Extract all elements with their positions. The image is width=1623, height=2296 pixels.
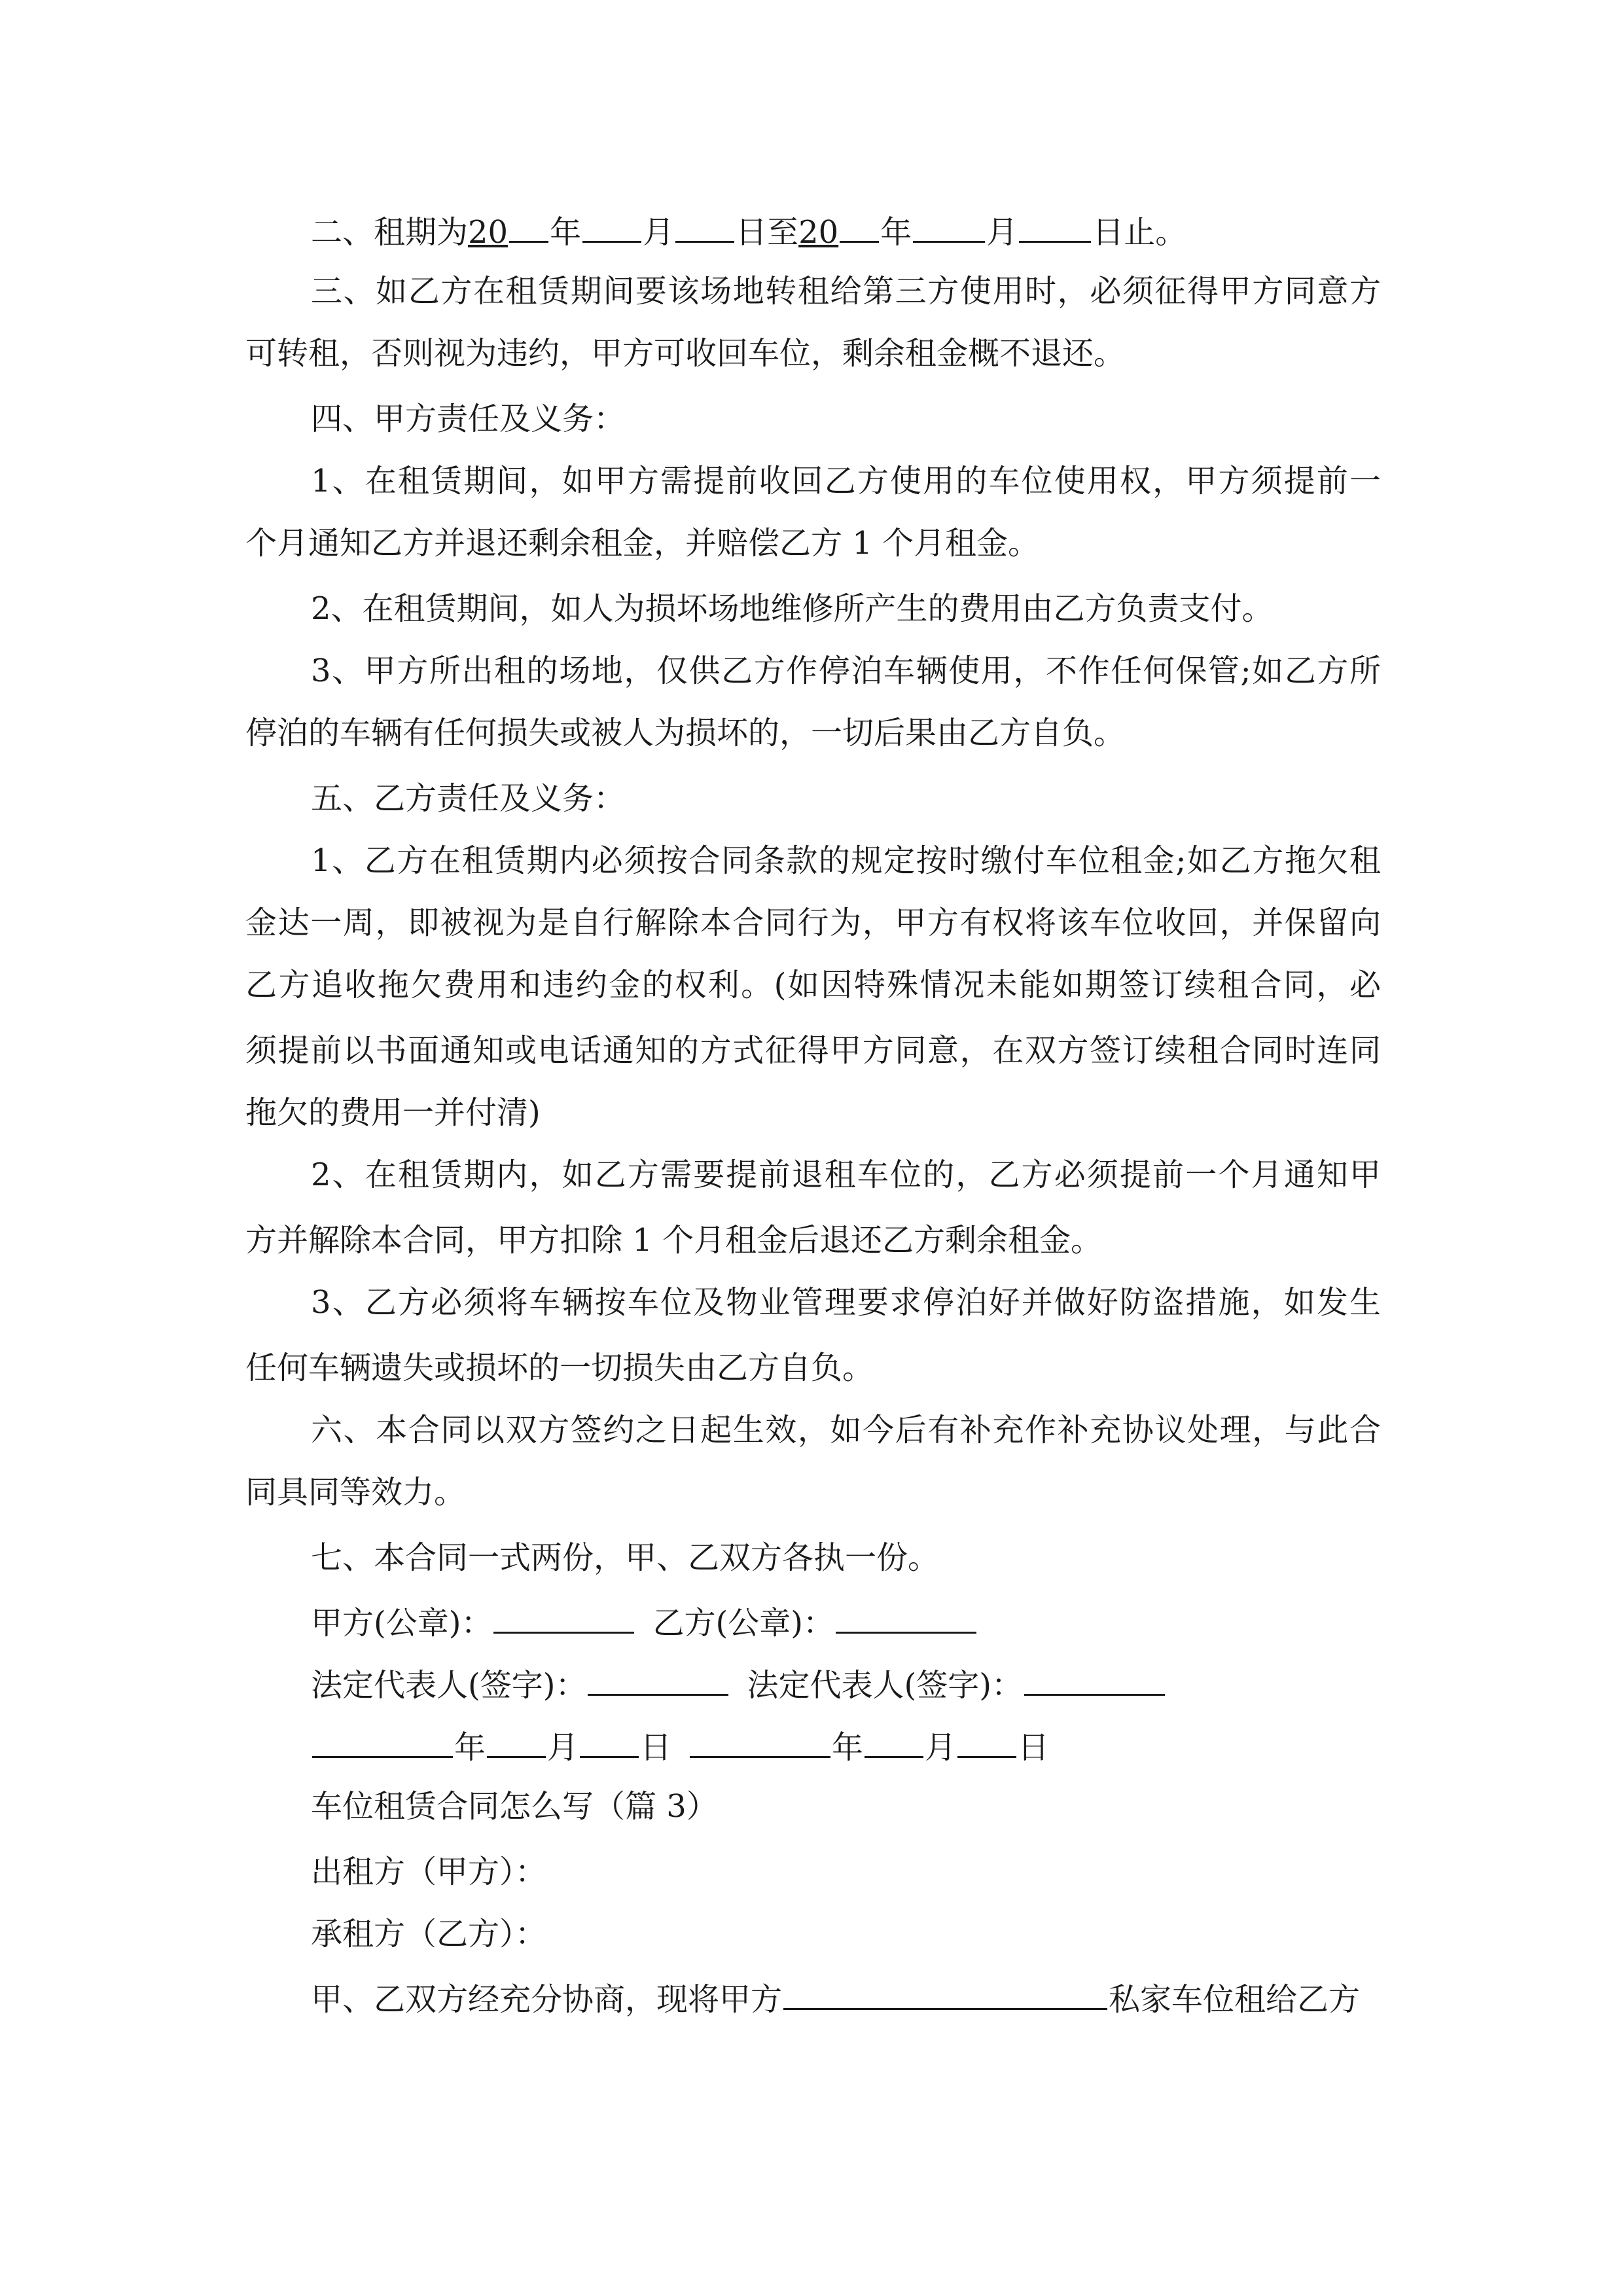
date-a-day-label: 日 — [640, 1729, 672, 1766]
clause-4-heading: 四、甲方责任及义务： — [311, 401, 626, 437]
date-a-year-label: 年 — [454, 1729, 486, 1766]
clause-5-item-1-line-5: 拖欠的费用一并付清) — [245, 1094, 541, 1131]
representative-line — [311, 1662, 1166, 1702]
section-3-title: 车位租赁合同怎么写（篇 3） — [311, 1788, 718, 1825]
clause-7-line-1: 七、本合同一式两份，甲、乙双方各执一份。 — [311, 1539, 940, 1576]
lease-term-label: 二、租期为 — [311, 214, 469, 251]
intro-end: 私家车位租给乙方 — [1109, 1981, 1361, 2018]
date-b-year-blank — [690, 1725, 830, 1758]
clause-3-line-1: 三、如乙方在租赁期间要该场地转租给第三方使用时，必须征得甲方同意方 — [311, 273, 1381, 310]
intro-start: 甲、乙双方经充分协商，现将甲方 — [311, 1981, 783, 2018]
date-line — [311, 1725, 1049, 1764]
clause-4-item-3-line-2: 停泊的车辆有任何损失或被人为损坏的，一切后果由乙方自负。 — [245, 715, 1126, 751]
clause-6-line-1: 六、本合同以双方签约之日起生效，如今后有补充作补充协议处理，与此合 — [311, 1412, 1381, 1448]
rep-b-blank — [1024, 1662, 1165, 1696]
clause-5-item-3-line-1: 3、乙方必须将车辆按车位及物业管理要求停泊好并做好防盗措施，如发生 — [311, 1284, 1381, 1321]
clause-5-heading: 五、乙方责任及义务： — [311, 780, 626, 817]
clause-5-item-2-line-1: 2、在租赁期内，如乙方需要提前退租车位的，乙方必须提前一个月通知甲 — [311, 1157, 1381, 1193]
party-a-seal-label: 甲方(公章)： — [311, 1605, 493, 1641]
date-b-year-label: 年 — [832, 1729, 864, 1766]
end-label: 日止。 — [1092, 214, 1187, 251]
clause-5-item-2-line-2: 方并解除本合同，甲方扣除 1 个月租金后退还乙方剩余租金。 — [245, 1222, 1103, 1259]
party-a-seal-blank — [493, 1600, 634, 1634]
rep-a-label: 法定代表人(签字)： — [311, 1667, 587, 1704]
blank-month-end — [913, 209, 985, 243]
month-label-end: 月 — [986, 214, 1018, 251]
clause-5-item-1-line-4: 须提前以书面通知或电话通知的方式征得甲方同意，在双方签订续租合同时连同 — [245, 1032, 1381, 1069]
day-to-label: 日至 — [736, 214, 799, 251]
date-b-month-label: 月 — [925, 1729, 957, 1766]
clause-5-item-1-line-2: 金达一周，即被视为是自行解除本合同行为，甲方有权将该车位收回，并保留向 — [245, 905, 1381, 941]
party-b-seal-label: 乙方(公章)： — [652, 1605, 834, 1641]
date-b-day-blank — [957, 1725, 1016, 1758]
year-label-start: 年 — [550, 214, 582, 251]
seal-line — [311, 1600, 978, 1640]
month-label-start: 月 — [643, 214, 675, 251]
date-a-year-blank — [312, 1725, 453, 1758]
lessor-label: 出租方（甲方）： — [311, 1854, 547, 1890]
clause-4-item-3-line-1: 3、甲方所出租的场地，仅供乙方作停泊车辆使用，不作任何保管;如乙方所 — [311, 653, 1381, 689]
clause-4-item-1-line-2: 个月通知乙方并退还剩余租金，并赔偿乙方 1 个月租金。 — [245, 525, 1040, 562]
date-a-month-blank — [487, 1725, 546, 1758]
date-b-day-label: 日 — [1018, 1729, 1050, 1766]
party-b-seal-blank — [836, 1600, 976, 1634]
clause-6-line-2: 同具同等效力。 — [245, 1474, 466, 1511]
clause-4-item-2-line-1: 2、在租赁期间，如人为损坏场地维修所产生的费用由乙方负责支付。 — [311, 590, 1274, 627]
blank-day-end — [1019, 209, 1091, 243]
clause-5-item-3-line-2: 任何车辆遗失或损坏的一切损失由乙方自负。 — [245, 1350, 874, 1386]
blank-year-start — [509, 209, 548, 243]
lessee-label: 承租方（乙方）： — [311, 1916, 547, 1952]
blank-year-end — [840, 209, 879, 243]
clause-4-item-1-line-1: 1、在租赁期间，如甲方需提前收回乙方使用的车位使用权，甲方须提前一 — [311, 463, 1381, 499]
year-label-end: 年 — [880, 214, 912, 251]
clause-3-line-2: 可转租，否则视为违约，甲方可收回车位，剩余租金概不退还。 — [245, 335, 1126, 372]
date-b-month-blank — [865, 1725, 923, 1758]
rep-a-blank — [588, 1662, 728, 1696]
date-a-day-blank — [580, 1725, 639, 1758]
blank-day-start — [675, 209, 734, 243]
date-a-month-label: 月 — [547, 1729, 579, 1766]
blank-month-start — [582, 209, 641, 243]
clause-5-item-1-line-3: 乙方追收拖欠费用和违约金的权利。(如因特殊情况未能如期签订续租合同，必 — [245, 967, 1381, 1003]
section-3-intro-line — [311, 1977, 1360, 2016]
rep-b-label: 法定代表人(签字)： — [747, 1667, 1023, 1704]
year-prefix-end: 20 — [798, 214, 839, 251]
clause-5-item-1-line-1: 1、乙方在租赁期内必须按合同条款的规定按时缴付车位租金;如乙方拖欠租 — [311, 842, 1381, 879]
year-prefix-start: 20 — [468, 214, 508, 251]
parking-location-blank — [783, 1977, 1107, 2010]
lease-term-line — [311, 209, 1186, 249]
